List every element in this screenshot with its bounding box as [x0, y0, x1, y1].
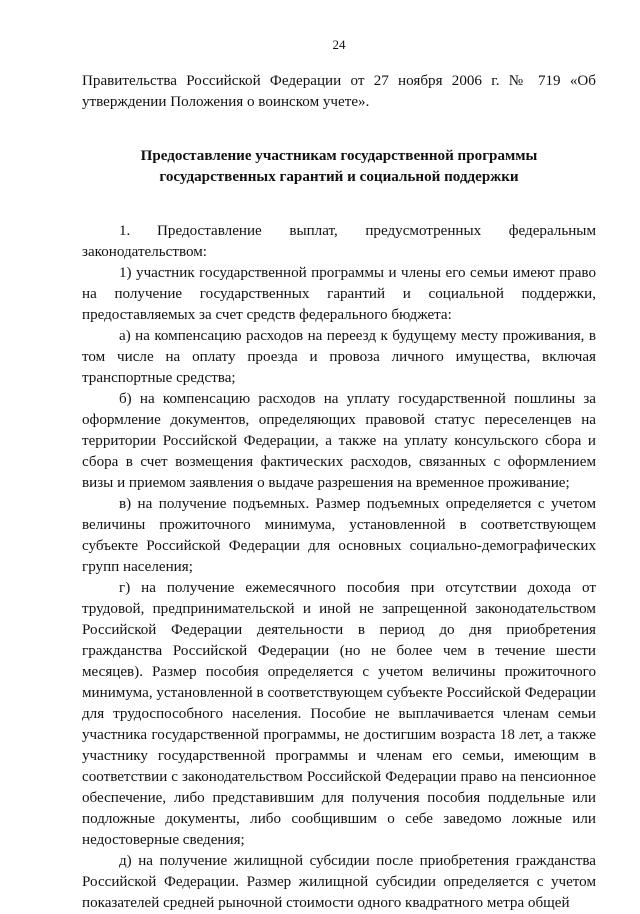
document-page	[82, 0, 596, 911]
paragraph-1-1: 1) участник государственной программы и члены его семьи имеют право на получение государственных гарантий и социальной поддержки, предоставляемых за счет средств федерального бюджета:	[82, 265, 596, 323]
paragraph-d: д) на получение жилищной субсидии после приобретения гражданства Российской Федерации. Размер жилищной субсидии определяется с учетом показателей средней рыночной стоимости одного квадратного метра общей	[82, 853, 596, 911]
paragraph-g: г) на получение ежемесячного пособия при отсутствии дохода от трудовой, предпринимательской и иной не запрещенной законодательством Российской Федерации деятельности в период до дня приобретения гражданства Российской Федерации (но не более чем в течение шести месяцев). Размер пособия определяется с учетом величины прожиточного минимума, установленной в соответствующем субъекте Российской Федерации для трудоспособного населения. Пособие не выплачивается членам семьи участника государственной программы, не достигшим возраста 18 лет, а также участнику государственной программы и членам его семьи, имеющим в соответствии с законодательством Российской Федерации право на пенсионное обеспечение, либо представившим для получения пособия поддельные или подложные документы, либо сообщившим о себе заведомо ложные или недостоверные сведения;	[82, 580, 596, 848]
paragraph-a: а) на компенсацию расходов на переезд к будущему месту проживания, в том числе на оплату проезда и провоза личного имущества, включая транспортные средства;	[82, 328, 596, 386]
paragraph-v: в) на получение подъемных. Размер подъемных определяется с учетом величины прожиточного минимума, установленной в соответствующем субъекте Российской Федерации для основных социально-демографических групп населения;	[82, 496, 596, 575]
page-number: 24	[332, 37, 346, 52]
paragraph-b: б) на компенсацию расходов на уплату государственной пошлины за оформление документов, определяющих правовой статус переселенцев на территории Российской Федерации, а также на уплату консульского сбора и сбора в счет возмещения фактических расходов, связанных с оформлением визы и приемом заявления о выдаче разрешения на временное проживание;	[82, 391, 596, 491]
section-heading-line-1: Предоставление участникам государственной программы	[140, 148, 538, 164]
paragraph-1-text: Предоставление выплат, предусмотренных федеральным законодательством:	[82, 223, 596, 260]
document-body	[82, 71, 596, 914]
intro-paragraph: Правительства Российской Федерации от 27 ноября 2006 г. № 719 «Об утверждении Положения о воинском учете».	[82, 73, 596, 110]
section-heading	[82, 146, 596, 188]
paragraph-1	[82, 221, 596, 263]
section-heading-line-2: государственных гарантий и социальной поддержки	[159, 169, 519, 185]
paragraph-1-number: 1.	[119, 223, 131, 239]
